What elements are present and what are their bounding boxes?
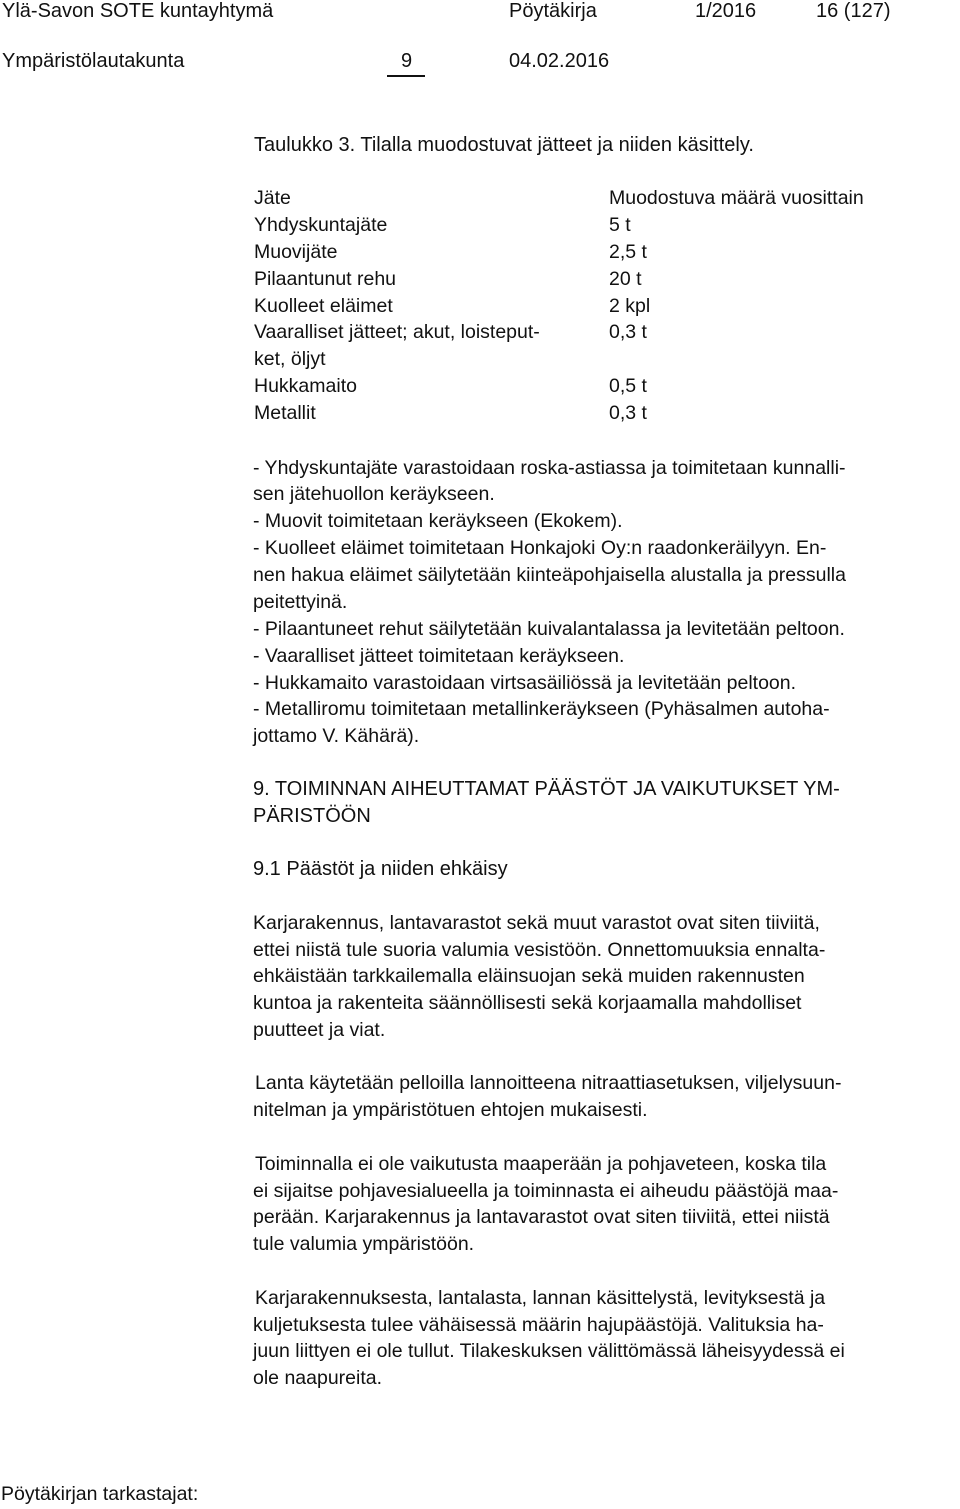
waste-amount: 5 t bbox=[609, 214, 631, 236]
waste-amount: 0,3 t bbox=[609, 402, 647, 424]
note-line: - Metalliromu toimitetaan metallinkeräykseen (Pyhäsalmen autoha- bbox=[253, 698, 830, 720]
waste-amount: 0,5 t bbox=[609, 375, 647, 397]
paragraph-line: ei sijaitse pohjavesialueella ja toiminnasta ei aiheudu päästöjä maa- bbox=[253, 1180, 839, 1202]
waste-type-continued: ket, öljyt bbox=[254, 348, 326, 370]
note-line: - Vaaralliset jätteet toimitetaan keräykseen. bbox=[253, 645, 625, 667]
paragraph-line: kuntoa ja rakenteita säännöllisesti sekä korjaamalla mahdolliset bbox=[253, 992, 802, 1014]
waste-amount: 0,3 t bbox=[609, 321, 647, 343]
waste-type: Pilaantunut rehu bbox=[254, 268, 397, 290]
document-type: Pöytäkirja bbox=[509, 0, 597, 22]
paragraph-line: Lanta käytetään pelloilla lannoitteena nitraattiasetuksen, viljelysuun- bbox=[255, 1072, 842, 1094]
paragraph-line: juun liittyen ei ole tullut. Tilakeskuksen välittömässä läheisyydessä ei bbox=[253, 1340, 845, 1362]
note-line: - Muovit toimitetaan keräykseen (Ekokem). bbox=[253, 510, 623, 532]
table-row bbox=[254, 268, 954, 294]
waste-amount: 2,5 t bbox=[609, 241, 647, 263]
column-header-amount: Muodostuva määrä vuosittain bbox=[609, 187, 864, 209]
table-header-row bbox=[254, 187, 954, 213]
section-heading-line: 9. TOIMINNAN AIHEUTTAMAT PÄÄSTÖT JA VAIKUTUKSET YM- bbox=[253, 778, 840, 800]
note-line: - Pilaantuneet rehut säilytetään kuivalantalassa ja levitetään peltoon. bbox=[253, 618, 845, 640]
section-heading-line: PÄRISTÖÖN bbox=[253, 805, 371, 827]
waste-type: Metallit bbox=[254, 402, 316, 424]
note-line: sen jätehuollon keräykseen. bbox=[253, 483, 495, 505]
table-row bbox=[254, 402, 954, 428]
paragraph-line: tule valumia ympäristöön. bbox=[253, 1233, 475, 1255]
waste-type: Muovijäte bbox=[254, 241, 338, 263]
note-line: nen hakua eläimet säilytetään kiinteäpohjaisella alustalla ja pressulla bbox=[253, 564, 846, 586]
subsection-heading: 9.1 Päästöt ja niiden ehkäisy bbox=[253, 858, 508, 880]
paragraph-line: kuljetuksesta tulee vähäisessä määrin hajupäästöjä. Valituksia ha- bbox=[253, 1314, 824, 1336]
board-name: Ympäristölautakunta bbox=[2, 50, 185, 72]
section-number: 9 bbox=[401, 50, 413, 72]
paragraph-line: ole naapureita. bbox=[253, 1367, 383, 1389]
note-line: peitettyinä. bbox=[253, 591, 348, 613]
paragraph-line: perään. Karjarakennus ja lantavarastot ovat siten tiiviitä, ettei niistä bbox=[253, 1206, 830, 1228]
footer-reviewers-label: Pöytäkirjan tarkastajat: bbox=[1, 1483, 199, 1505]
meeting-date: 04.02.2016 bbox=[509, 50, 610, 72]
organization-name: Ylä-Savon SOTE kuntayhtymä bbox=[2, 0, 274, 22]
table-row bbox=[254, 321, 954, 373]
paragraph-line: ettei niistä tule suoria valumia vesistöön. Onnettomuuksia ennalta- bbox=[253, 939, 826, 961]
table-row bbox=[254, 241, 954, 267]
note-line: jottamo V. Kähärä). bbox=[253, 725, 420, 747]
paragraph-line: Toiminnalla ei ole vaikutusta maaperään ja pohjaveteen, koska tila bbox=[255, 1153, 827, 1175]
section-underline bbox=[387, 75, 425, 77]
page-number: 16 (127) bbox=[816, 0, 891, 22]
waste-type: Yhdyskuntajäte bbox=[254, 214, 388, 236]
waste-type: Kuolleet eläimet bbox=[254, 295, 393, 317]
note-line: - Yhdyskuntajäte varastoidaan roska-astiassa ja toimitetaan kunnalli- bbox=[253, 457, 846, 479]
waste-amount: 20 t bbox=[609, 268, 642, 290]
waste-type: Vaaralliset jätteet; akut, loisteput- bbox=[254, 321, 540, 343]
paragraph-line: Karjarakennuksesta, lantalasta, lannan käsittelystä, levityksestä ja bbox=[255, 1287, 826, 1309]
paragraph-line: nitelman ja ympäristötuen ehtojen mukaisesti. bbox=[253, 1099, 648, 1121]
document-number: 1/2016 bbox=[695, 0, 757, 22]
table-row bbox=[254, 375, 954, 401]
note-line: - Kuolleet eläimet toimitetaan Honkajoki Oy:n raadonkeräilyyn. En- bbox=[253, 537, 827, 559]
paragraph-line: Karjarakennus, lantavarastot sekä muut varastot ovat siten tiiviitä, bbox=[253, 912, 820, 934]
table-row bbox=[254, 295, 954, 321]
table-row bbox=[254, 214, 954, 240]
note-line: - Hukkamaito varastoidaan virtsasäiliössä ja levitetään peltoon. bbox=[253, 672, 797, 694]
paragraph-line: ehkäistään tarkkailemalla eläinsuojan sekä muiden rakennusten bbox=[253, 965, 805, 987]
table-caption: Taulukko 3. Tilalla muodostuvat jätteet ja niiden käsittely. bbox=[254, 134, 754, 156]
paragraph-line: puutteet ja viat. bbox=[253, 1019, 386, 1041]
waste-amount: 2 kpl bbox=[609, 295, 651, 317]
column-header-waste: Jäte bbox=[254, 187, 291, 209]
waste-type: Hukkamaito bbox=[254, 375, 357, 397]
